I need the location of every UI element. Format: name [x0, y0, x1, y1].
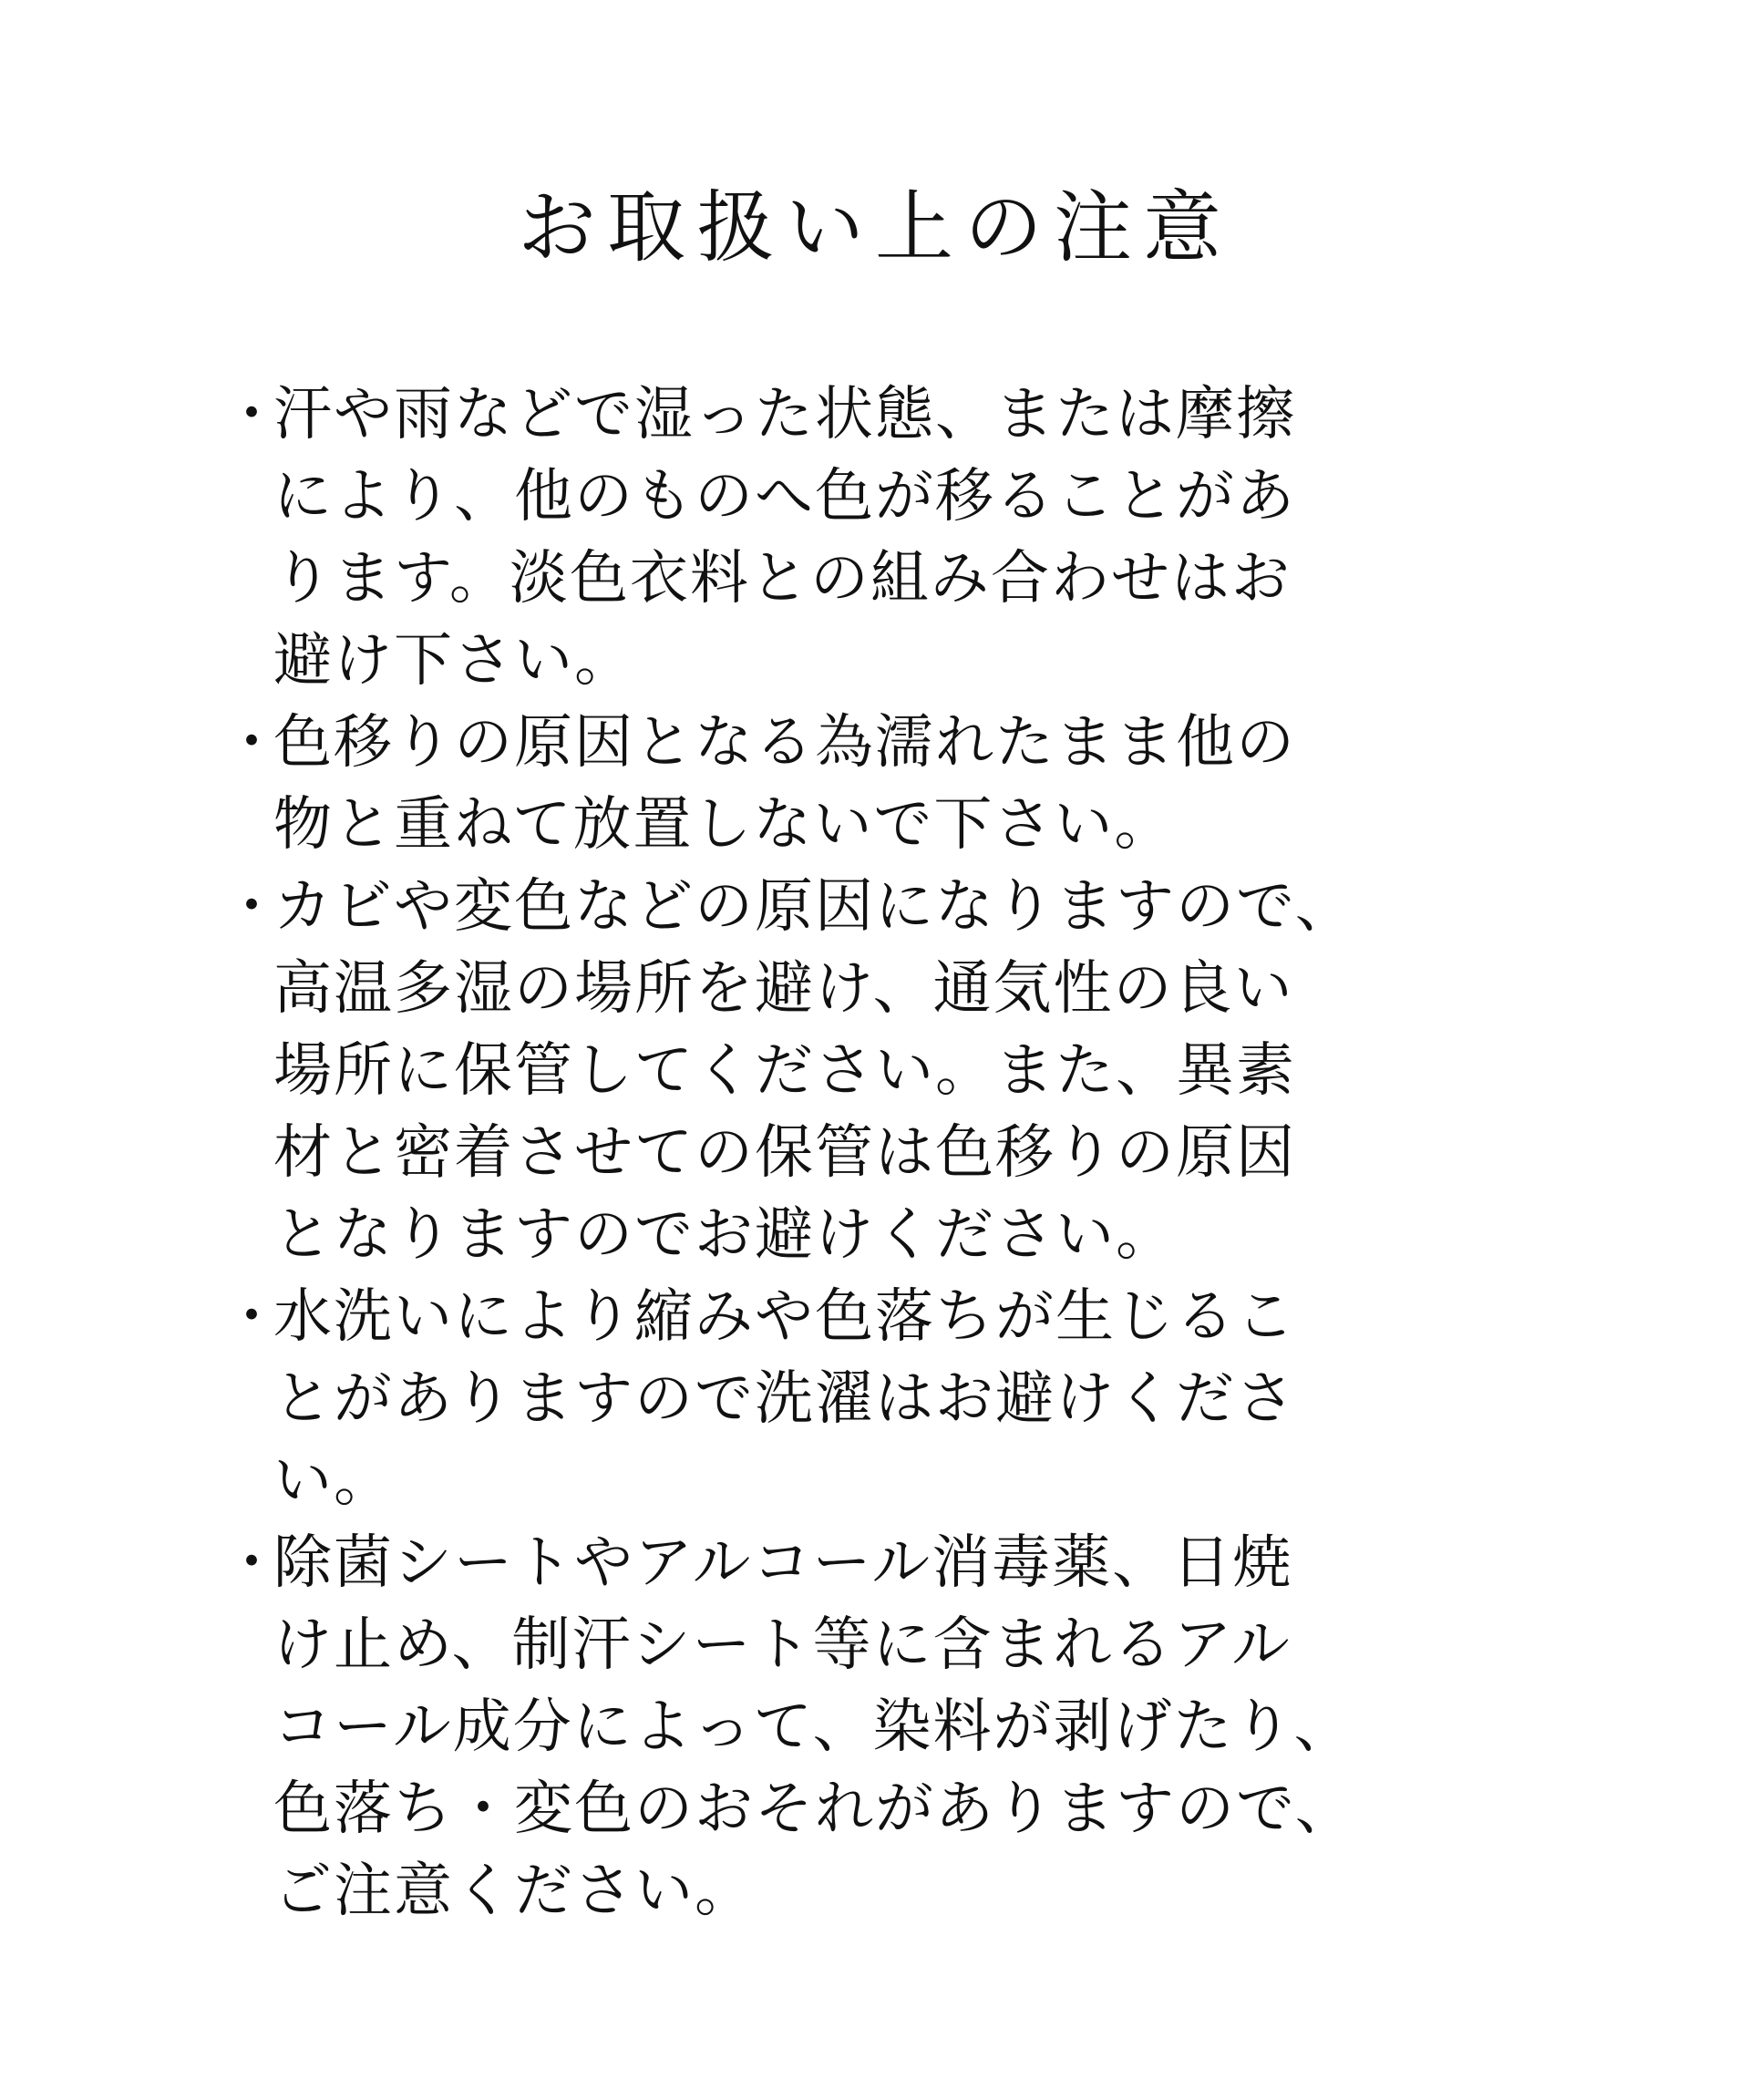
- note-line: 材と密着させての保管は色移りの原因: [273, 1119, 1296, 1187]
- list-item: [219, 374, 1531, 702]
- note-line: 除菌シートやアルコール消毒薬、日焼: [273, 1529, 1293, 1597]
- note-line: い。: [273, 1447, 394, 1515]
- note-line: カビや変色などの原因になりますので、: [273, 873, 1355, 941]
- list-item: [219, 866, 1531, 1276]
- note-line: 高温多湿の場所を避け、通気性の良い: [273, 955, 1294, 1023]
- note-line: 汗や雨などで湿った状態、または摩擦: [273, 381, 1296, 448]
- note-line: 避け下さい。: [273, 627, 634, 695]
- notes-list: [219, 374, 1531, 1932]
- page-title: お取扱い上の注意: [518, 182, 1232, 273]
- list-item: [219, 1276, 1531, 1522]
- note-line: け止め、制汗シート等に含まれるアル: [273, 1611, 1292, 1679]
- bullet-icon: ・: [222, 381, 283, 448]
- note-line: 物と重ねて放置しないで下さい。: [273, 791, 1175, 859]
- list-item: [219, 702, 1531, 866]
- note-line: とがありますので洗濯はお避けくださ: [273, 1365, 1296, 1433]
- bullet-icon: ・: [222, 1283, 283, 1351]
- note-line: 場所に保管してください。また、異素: [273, 1037, 1296, 1105]
- note-line: ご注意ください。: [273, 1858, 755, 1925]
- note-line: 色移りの原因となる為濡れたまま他の: [273, 709, 1296, 777]
- bullet-icon: ・: [222, 1529, 283, 1597]
- list-item: [219, 1522, 1531, 1932]
- note-line: 色落ち・変色のおそれがありますので、: [273, 1776, 1355, 1843]
- note-line: となりますのでお避けください。: [273, 1201, 1176, 1269]
- bullet-icon: ・: [222, 709, 283, 777]
- note-line: ります。淡色衣料との組み合わせはお: [273, 545, 1292, 612]
- note-line: 水洗いにより縮みや色落ちが生じるこ: [273, 1283, 1296, 1351]
- bullet-icon: ・: [222, 873, 283, 941]
- note-line: により、他のものへ色が移ることがあ: [273, 463, 1296, 530]
- note-line: コール成分によって、染料が剥げたり、: [273, 1693, 1354, 1761]
